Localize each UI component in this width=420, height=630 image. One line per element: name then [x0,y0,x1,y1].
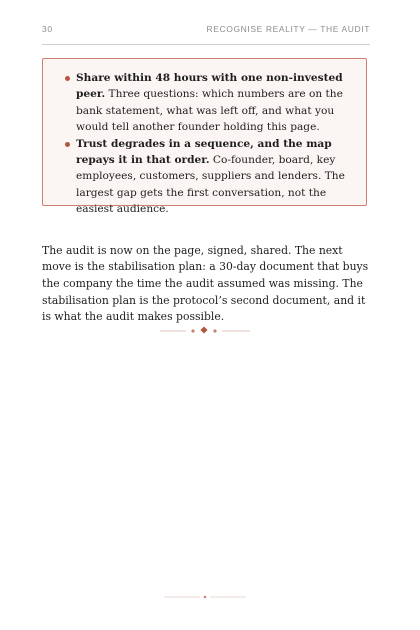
page-number: 30 [42,24,53,34]
running-header [42,24,370,34]
section-ornament-icon [160,326,250,336]
header-divider [42,44,370,45]
body-paragraph: The audit is now on the page, signed, shared. The next move is the stabilisation plan: a 30-day document that buys the company the time the audit assumed was missing. The stabilisation plan is the protocol’s second document, and it is what the audit makes possible. [42,243,369,324]
callout-box [42,58,367,216]
callout-item-text: Three questions: which numbers are on the bank statement, what was left off, and what you would tell another founder holding this page. [76,88,343,134]
footer-ornament-icon [164,594,246,600]
callout-item [65,136,352,218]
running-title: RECOGNISE REALITY — THE AUDIT [206,24,370,34]
callout-item-lead: Trust degrades in a sequence, and the map repays it in that order. [76,137,332,167]
bullet-dot-icon [65,76,70,81]
bullet-dot-icon [65,142,70,147]
callout-item-text: Co-founder, board, key employees, customers, suppliers and lenders. The largest gap gets the first conversation, not the easiest audience. [76,154,345,216]
callout-item-lead: Share within 48 hours with one non-invested peer. [76,72,343,101]
callout-item [65,70,352,136]
